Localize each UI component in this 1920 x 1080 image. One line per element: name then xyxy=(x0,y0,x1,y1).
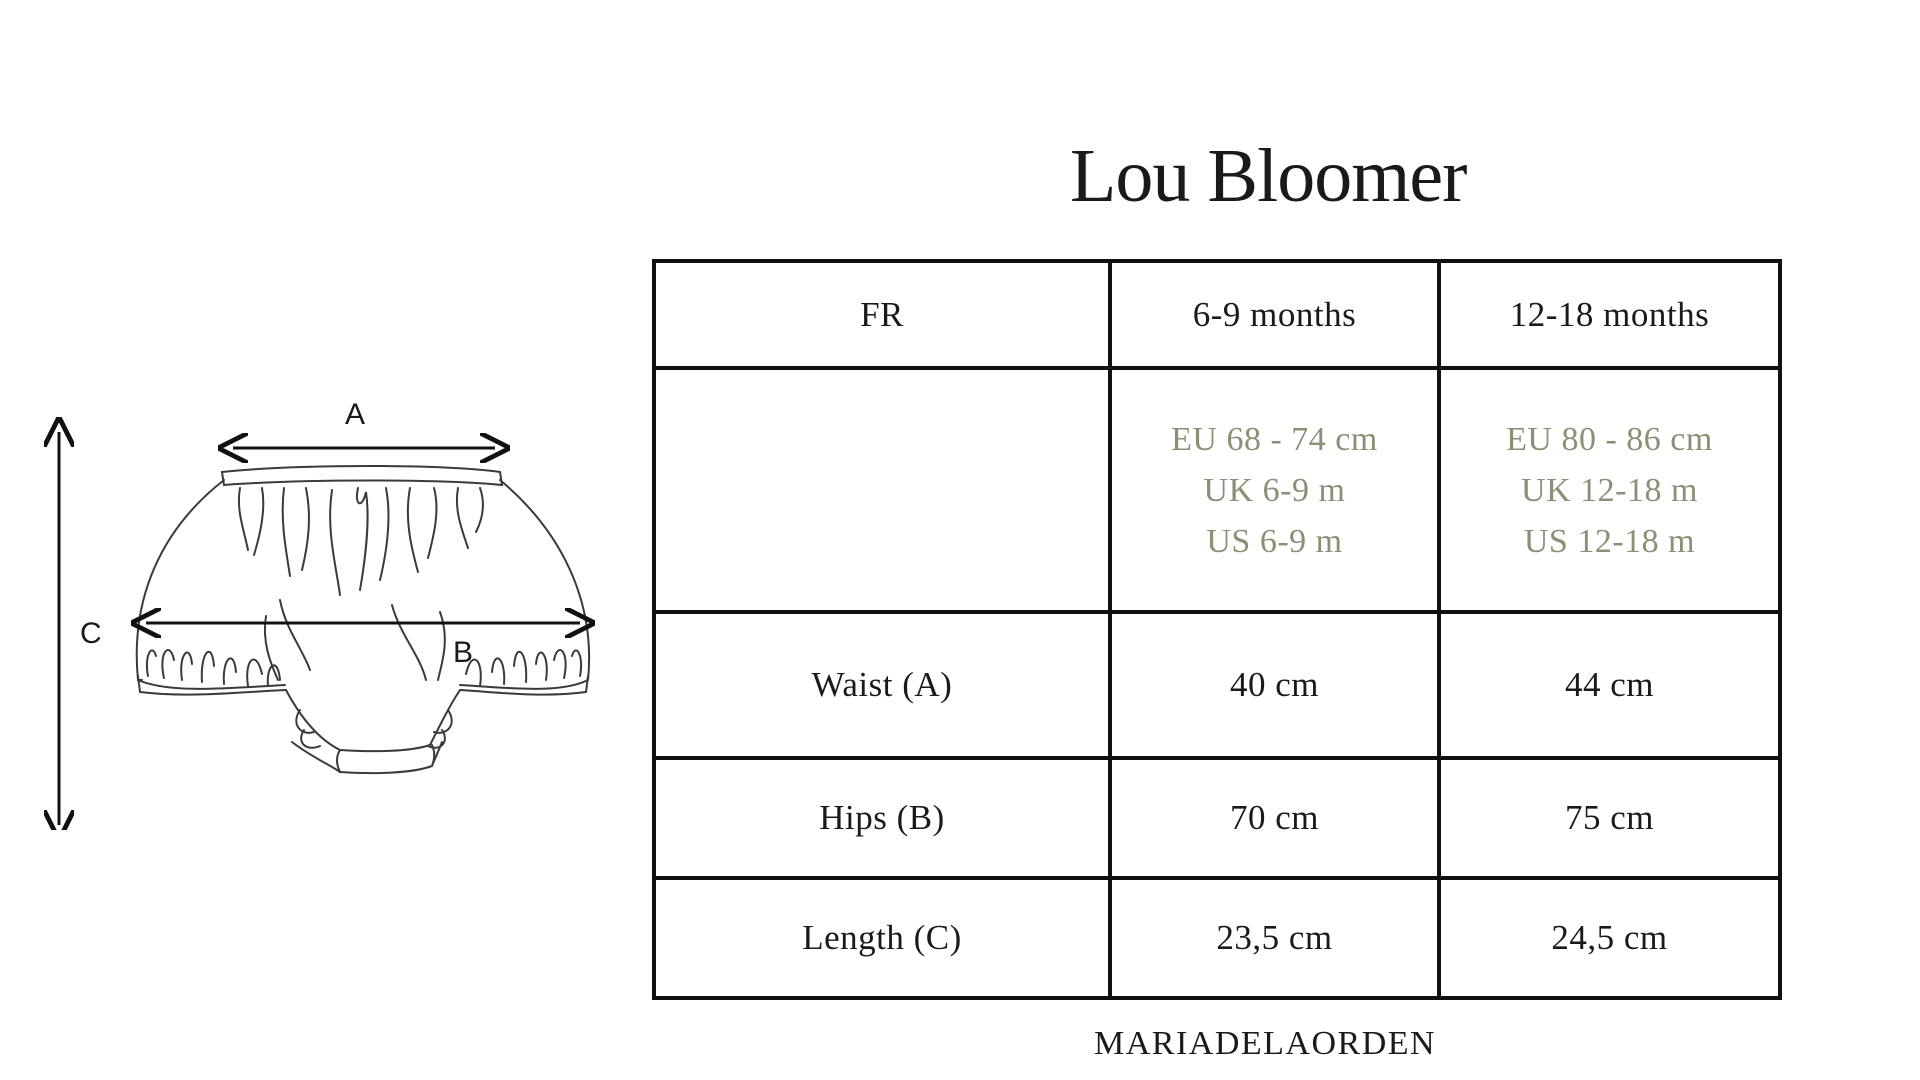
length-size-6-9: 23,5 cm xyxy=(1110,878,1439,998)
equivalent-eu: EU 68 - 74 cm xyxy=(1171,420,1378,458)
row-label: Waist (A) xyxy=(654,612,1110,758)
length-size-12-18: 24,5 cm xyxy=(1439,878,1780,998)
header-fr: FR xyxy=(654,261,1110,368)
size-table xyxy=(652,259,1782,1000)
equivalent-uk: UK 6-9 m xyxy=(1203,471,1346,509)
bloomer-sketch-icon xyxy=(137,466,589,773)
label-c: C xyxy=(80,617,102,650)
table-row-waist xyxy=(654,612,1780,758)
header-size-12-18: 12-18 months xyxy=(1439,261,1780,368)
label-a: A xyxy=(345,398,366,431)
equivalents-size-6-9 xyxy=(1110,368,1439,612)
equivalent-us: US 12-18 m xyxy=(1523,522,1696,560)
row-label: Hips (B) xyxy=(654,758,1110,878)
header-size-6-9: 6-9 months xyxy=(1110,261,1439,368)
equivalent-us: US 6-9 m xyxy=(1206,522,1343,560)
bloomer-diagram xyxy=(40,380,620,830)
waist-size-12-18: 44 cm xyxy=(1439,612,1780,758)
table-header-row xyxy=(654,261,1780,368)
row-label: Length (C) xyxy=(654,878,1110,998)
brand-name: MARIADELAORDEN xyxy=(1094,1025,1437,1062)
table-row-equivalents xyxy=(654,368,1780,612)
page-title: Lou Bloomer xyxy=(1070,134,1467,218)
hips-size-6-9: 70 cm xyxy=(1110,758,1439,878)
waist-size-6-9: 40 cm xyxy=(1110,612,1439,758)
equivalent-uk: UK 12-18 m xyxy=(1521,471,1698,509)
equivalents-label-cell xyxy=(654,368,1110,612)
hips-size-12-18: 75 cm xyxy=(1439,758,1780,878)
equivalent-eu: EU 80 - 86 cm xyxy=(1506,420,1713,458)
table-row-hips xyxy=(654,758,1780,878)
table-row-length xyxy=(654,878,1780,998)
label-b: B xyxy=(453,636,474,669)
equivalents-size-12-18 xyxy=(1439,368,1780,612)
